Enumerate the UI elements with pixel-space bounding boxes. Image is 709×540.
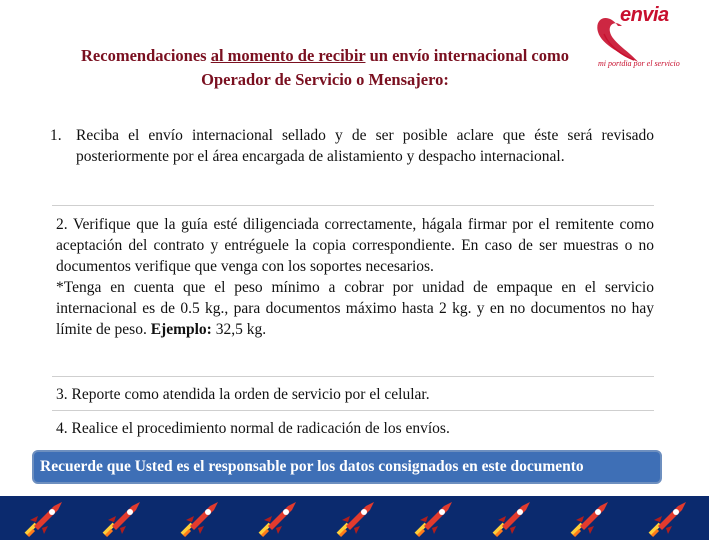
rocket-icon <box>256 500 300 538</box>
divider <box>52 205 654 206</box>
logo-brand: envia <box>620 4 669 26</box>
footer-band <box>0 496 709 540</box>
item-2-example-label: Ejemplo: <box>150 321 212 338</box>
rocket-icon <box>178 500 222 538</box>
rocket-icon <box>568 500 612 538</box>
item-2-note: *Tenga en cuenta que el peso mínimo a cobrar por unidad de empaque en el servicio internacional es de 0.5 kg., para documentos máximo hasta 2 kg. y en no documentos no hay límite de peso. <box>56 279 654 338</box>
item-2-example-value: 32,5 kg. <box>211 321 267 338</box>
rocket-icon <box>334 500 378 538</box>
rocket-icon <box>490 500 534 538</box>
item-1-number: 1. <box>50 127 62 144</box>
item-1 <box>50 125 654 167</box>
logo-tagline: mi portdia por el servicio <box>598 59 680 68</box>
rocket-icon <box>100 500 144 538</box>
divider <box>52 376 654 377</box>
rocket-icon <box>412 500 456 538</box>
title-part1: Recomendaciones <box>81 46 211 65</box>
title-underlined: al momento de recibir <box>210 46 366 65</box>
page-title <box>60 44 590 92</box>
item-1-text: Reciba el envío internacional sellado y de ser posible aclare que éste será revisado posteriormente por el área encargada de alistamiento y despacho internacional. <box>76 127 654 165</box>
rocket-icon <box>646 500 690 538</box>
item-2 <box>56 214 654 340</box>
rocket-icon <box>22 500 66 538</box>
item-4 <box>56 418 654 439</box>
callout-text: Recuerde que Usted es el responsable por los datos consignados en este documento <box>40 458 584 475</box>
title-part2: un envío internacional como Operador de Servicio o Mensajero: <box>201 46 569 89</box>
company-logo <box>590 4 702 74</box>
item-4-text: 4. Realice el procedimiento normal de radicación de los envíos. <box>56 420 450 437</box>
item-3-text: 3. Reporte como atendida la orden de servicio por el celular. <box>56 386 430 403</box>
reminder-callout <box>32 450 662 484</box>
divider <box>52 410 654 411</box>
item-2-text: 2. Verifique que la guía esté diligenciada correctamente, hágala firmar por el remitente como aceptación del contrato y entréguele la copia correspondiente. En caso de ser muestras o no documentos verifique que venga con los soportes necesarios. <box>56 216 654 275</box>
item-3 <box>56 384 654 405</box>
